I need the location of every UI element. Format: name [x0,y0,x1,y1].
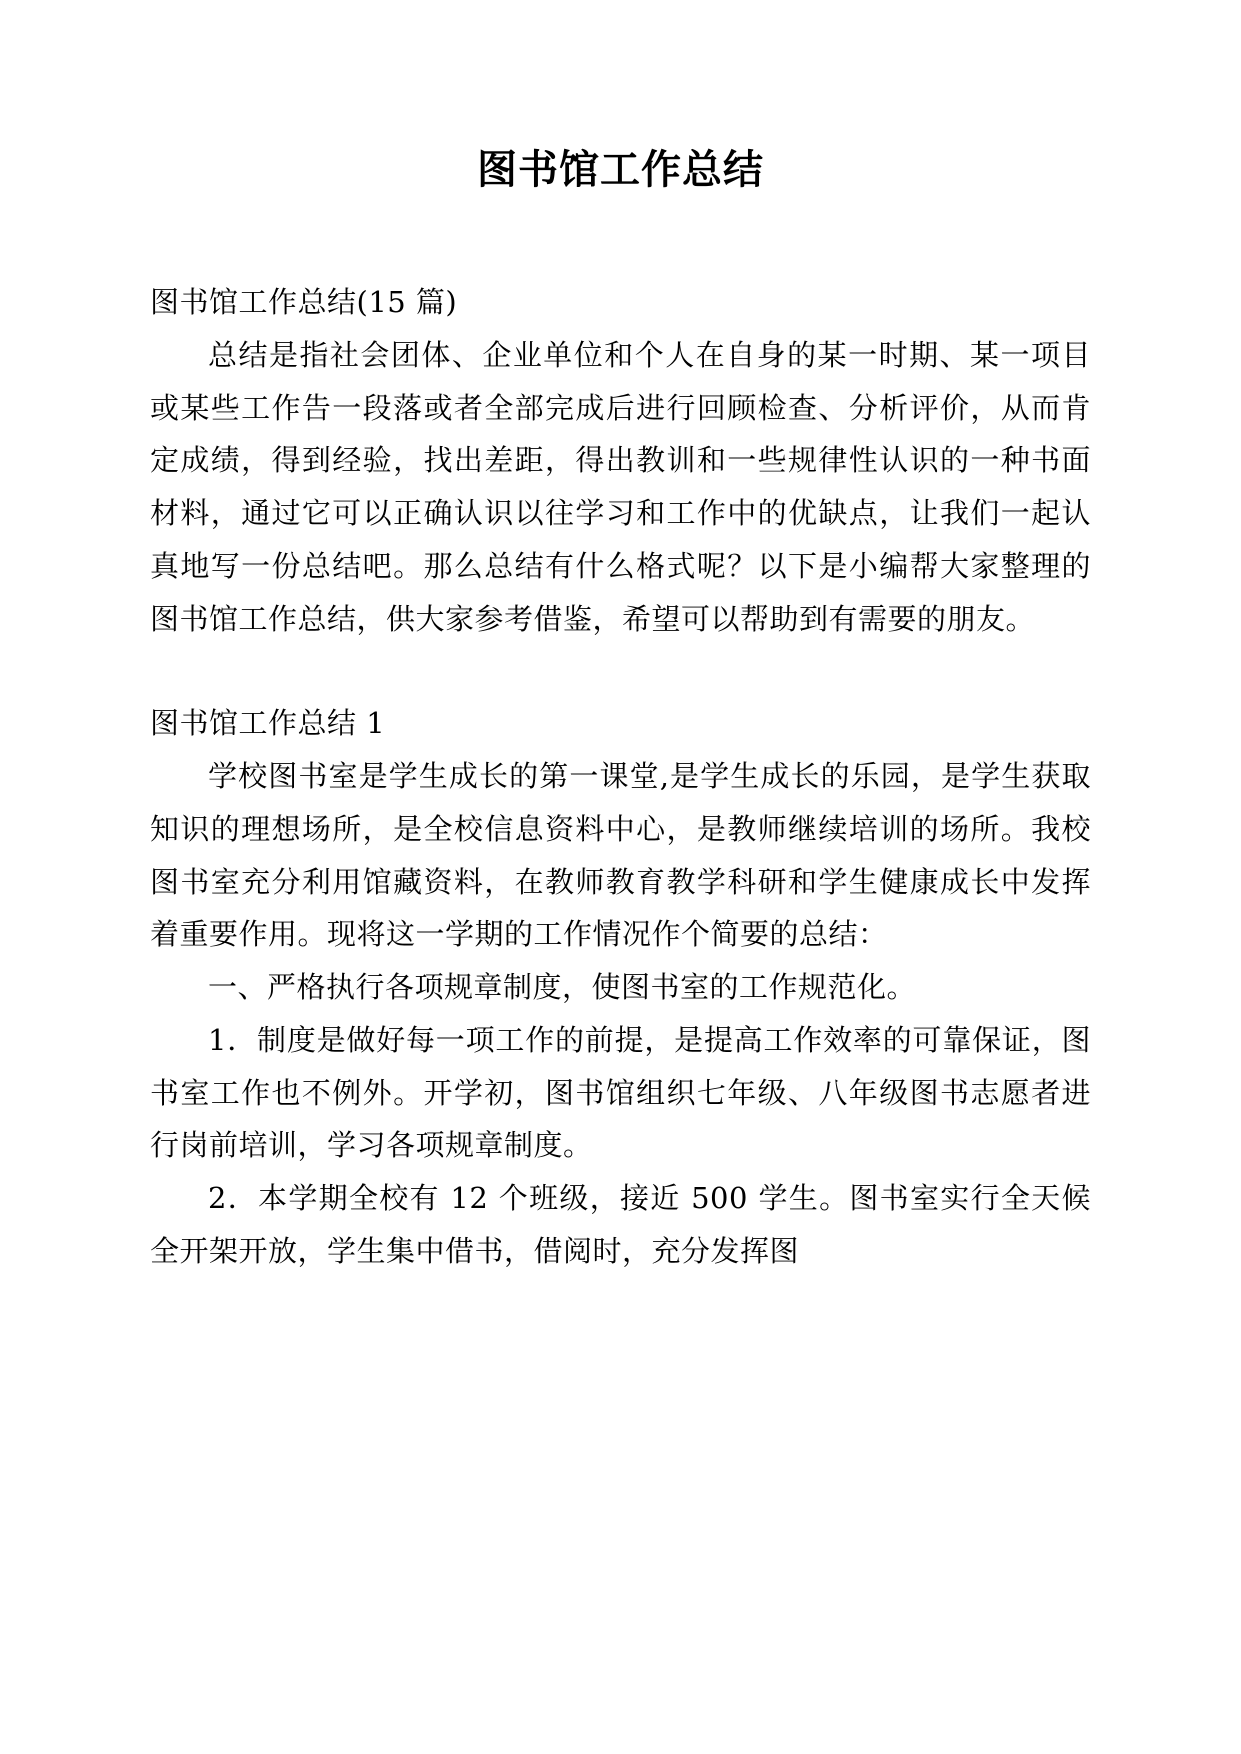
section-1-paragraph-2: 一、严格执行各项规章制度，使图书室的工作规范化。 [208,970,917,1005]
intro-paragraph: 总结是指社会团体、企业单位和个人在自身的某一时期、某一项目或某些工作告一段落或者全部完成后进行回顾检查、分析评价，从而肯定成绩，得到经验，找出差距，得出教训和一些规律性认识的一种书面材料，通过它可以正确认识以往学习和工作中的优缺点，让我们一起认真地写一份总结吧。那么总结有什么格式呢？以下是小编帮大家整理的图书馆工作总结，供大家参考借鉴，希望可以帮助到有需要的朋友。 [150,337,1091,636]
page-title: 图书馆工作总结 [477,146,764,193]
section-spacer [150,645,1091,697]
document-subtitle: 图书馆工作总结(15 篇) [150,285,458,319]
section-1-paragraph-3: 1．制度是做好每一项工作的前提，是提高工作效率的可靠保证，图书室工作也不例外。开学初，图书馆组织七年级、八年级图书志愿者进行岗前培训，学习各项规章制度。 [150,1022,1091,1163]
section-1-paragraph-1: 学校图书室是学生成长的第一课堂,是学生成长的乐园，是学生获取知识的理想场所，是全校信息资料中心，是教师继续培训的场所。我校图书室充分利用馆藏资料，在教师教育教学科研和学生健康成长中发挥着重要作用。现将这一学期的工作情况作个简要的总结： [150,759,1091,952]
document-body [150,276,1091,1278]
section-1-paragraph-4: 2．本学期全校有 12 个班级，接近 500 学生。图书室实行全天候全开架开放，学生集中借书，借阅时，充分发挥图 [150,1181,1091,1269]
section-1-heading: 图书馆工作总结 1 [150,706,386,741]
